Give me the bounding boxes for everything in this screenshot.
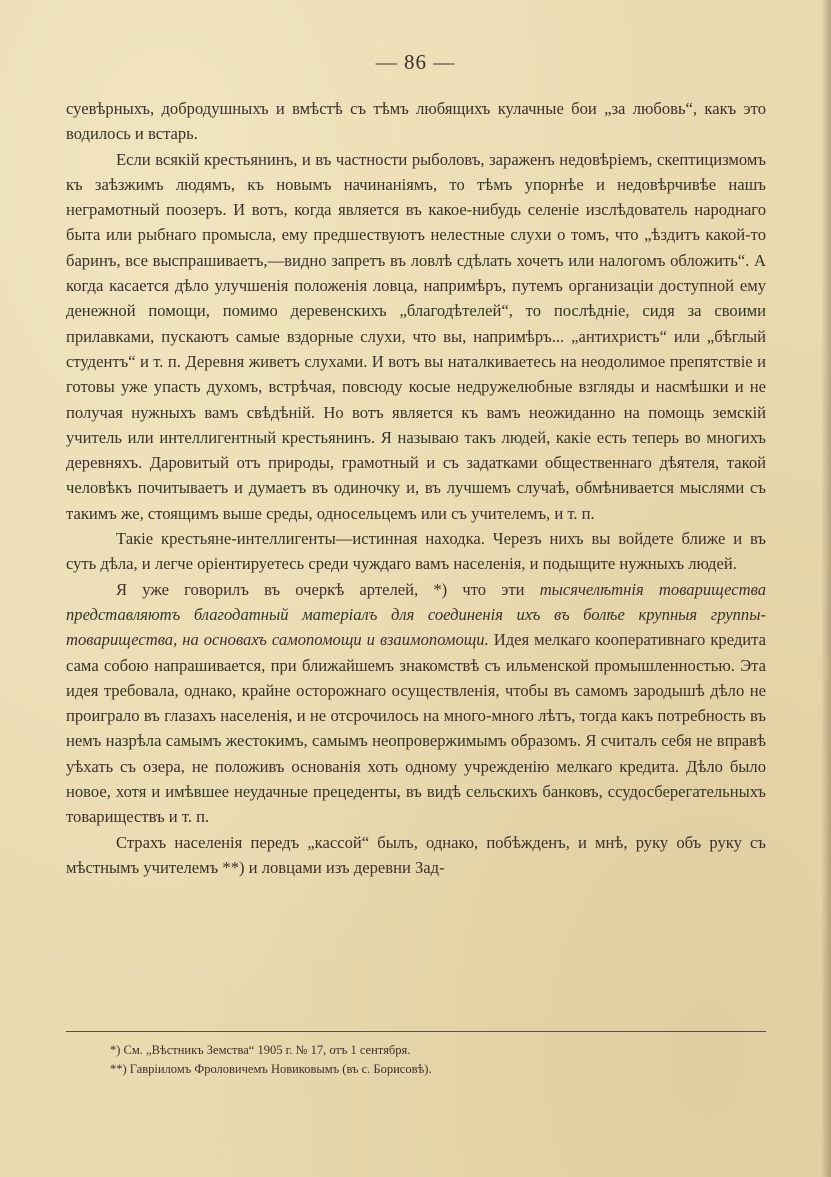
paragraph — [66, 526, 766, 577]
footnote-divider — [66, 1031, 766, 1032]
text-run: Страхъ населенія передъ „кассой“ былъ, однако, побѣжденъ, и мнѣ, руку объ руку съ мѣстнымъ учителемъ **) и ловцами изъ деревни Зад- — [66, 832, 766, 877]
paragraph — [66, 96, 766, 147]
text-run: Такіе крестьяне-интеллигенты—истинная находка. Черезъ нихъ вы войдете ближе и въ суть дѣла, и легче оріентируетесь среди чуждаго вамъ населенія, и подыщите нужныхъ людей. — [66, 529, 766, 574]
footnotes — [110, 1041, 750, 1079]
paragraph — [66, 577, 766, 830]
italic-text-run: тысячелѣтнія товарищества представляютъ благодатный матеріалъ для соединенія ихъ въ болѣе крупныя группы-товарищества, на основахъ самопомощи и взаимопомощи. — [66, 579, 766, 650]
footnote: *) См. „Вѣстникъ Земства“ 1905 г. № 17, отъ 1 сентября. — [110, 1043, 411, 1057]
text-run: Я уже говорилъ въ очеркѣ артелей, *) что эти — [116, 579, 540, 599]
text-run: Идея мелкаго кооперативнаго кредита сама собою напрашивается, при ближайшемъ знакомствѣ съ ильменской промышленностью. Эта идея требовала, однако, крайне осторожнаго осуществленія, чтобы въ самомъ зародышѣ дѣло не проиграло въ глазахъ населенія, и не отсрочилось на много-много лѣтъ, тогда какъ потребность въ немъ назрѣла самымъ жестокимъ, самымъ неопровержимымъ образомъ. Я считалъ себя не вправѣ уѣхать съ озера, не положивъ основанія хоть одному учрежденію мелкаго кредита. Дѣло было новое, хотя и имѣвшее неудачные прецеденты, въ видѣ сельскихъ банковъ, ссудосберегательныхъ товариществъ и т. п. — [66, 630, 766, 827]
paragraph — [66, 830, 766, 881]
text-run: Если всякій крестьянинъ, и въ частности рыболовъ, зараженъ недовѣріемъ, скептицизмомъ къ заѣзжимъ людямъ, къ новымъ начинаніямъ, то тѣмъ упорнѣе и недовѣрчивѣе нашъ неграмотный поозеръ. И вотъ, когда является въ какое-нибудь селеніе изслѣдователь народнаго быта или рыбнаго промысла, ему предшествуютъ нелестные слухи о томъ, что „ѣздитъ какой-то баринъ, все выспрашиваетъ,—видно запретъ въ ловлѣ сдѣлать хочетъ или налогомъ обложить“. А когда касается дѣло улучшенія положенія ловца, напримѣръ, путемъ организаціи доступной ему денежной помощи, помимо деревенскихъ „благодѣтелей“, то послѣдніе, сидя за своими прилавками, пускаютъ самые вздорные слухи, что вы, напримѣръ... „антихристъ“ или „бѣглый студентъ“ и т. п. Деревня живетъ слухами. И вотъ вы наталкиваетесь на неодолимое препятствіе и готовы уже упасть духомъ, встрѣчая, повсюду косые недружелюбные взгляды и насмѣшки и не получая нужныхъ вамъ свѣдѣній. Но вотъ является къ вамъ неожиданно на помощь земскій учитель или интеллигентный крестьянинъ. Я называю такъ людей, какіе есть теперь во многихъ деревняхъ. Даровитый отъ природы, грамотный и съ задатками общественнаго дѣятеля, такой человѣкъ почитываетъ и думаетъ въ одиночку и, въ лучшемъ случаѣ, обмѣнивается мыслями съ такимъ же, стоящимъ выше среды, односельцемъ или съ учителемъ, и т. п. — [66, 149, 766, 523]
text-run: суевѣрныхъ, добродушныхъ и вмѣстѣ съ тѣмъ любящихъ кулачные бои „за любовь“, какъ это водилось и встарь. — [66, 99, 766, 144]
footnote: **) Гавріиломъ Фроловичемъ Новиковымъ (въ с. Борисовѣ). — [110, 1062, 432, 1076]
page-edge-shadow — [821, 0, 831, 1177]
paragraph — [66, 147, 766, 526]
body-text — [66, 96, 766, 880]
page-number: — 86 — — [375, 50, 456, 74]
